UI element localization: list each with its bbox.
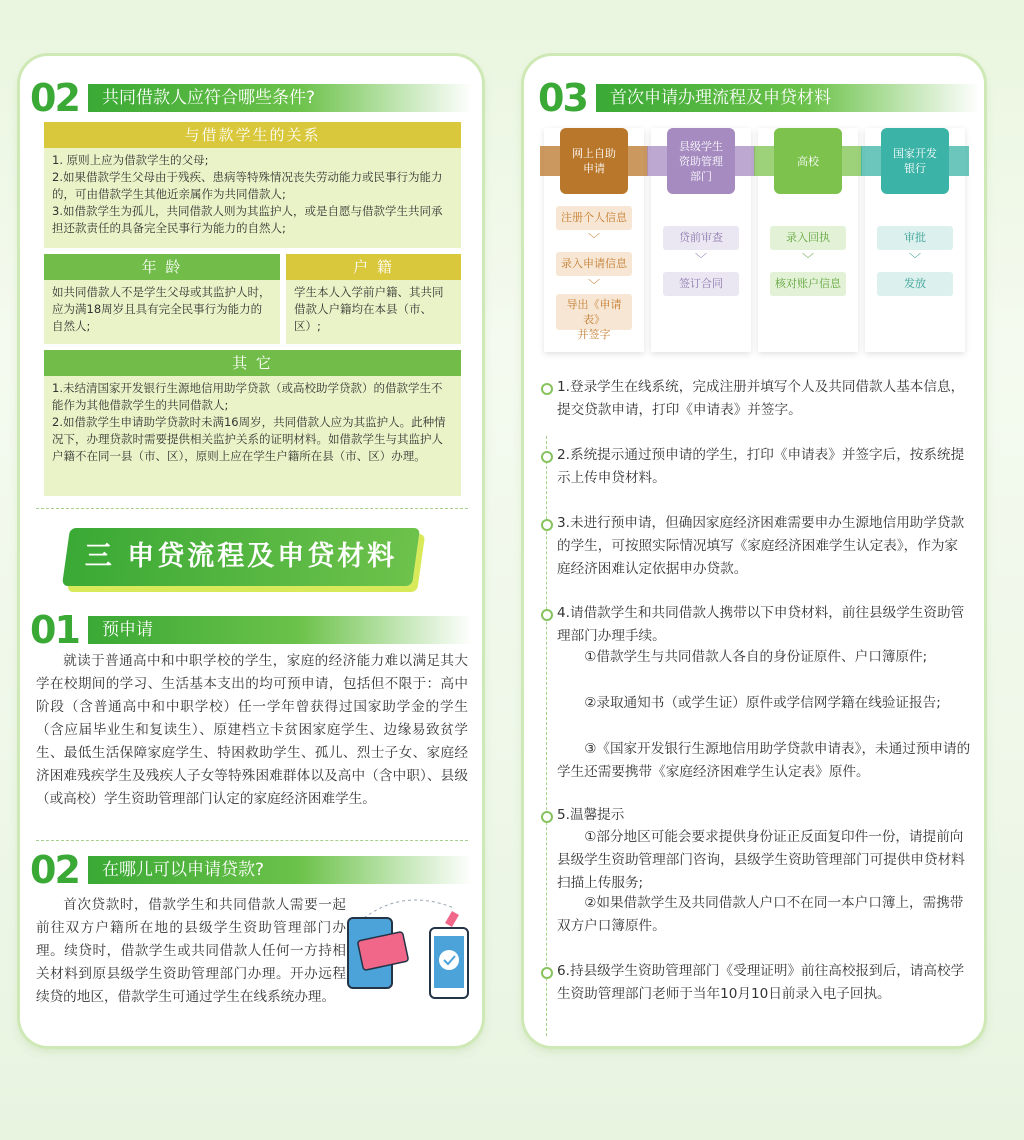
timeline-dot xyxy=(541,451,553,463)
relation-box xyxy=(44,122,461,248)
age-text: 如共同借款人不是学生父母或其监护人时，应为满18周岁且具有完全民事行为能力的自然人; xyxy=(52,285,271,333)
process-step-text: ②如果借款学生及共同借款人户口不在同一本户口簿上，需携带双方户口簿原件。 xyxy=(557,895,964,934)
hukou-title: 户 籍 xyxy=(286,254,461,280)
payment-illustration xyxy=(344,888,474,1003)
divider xyxy=(36,508,468,509)
flow-column xyxy=(865,128,965,352)
age-title: 年 龄 xyxy=(44,254,280,280)
hukou-box xyxy=(286,254,461,344)
relation-text: 1. 原则上应为借款学生的父母; 2.如果借款学生父母由于残疾、患病等特殊情况丧失劳动能力或民事行为能力的，可由借款学生其他近亲属作为共同借款人; 3.如借款学生为孤儿，共同借款人则为其监护人，或是自愿与借款学生共同承担还款责任的具备完全民事行为能力的自然人; xyxy=(52,153,443,235)
flow-column xyxy=(651,128,751,352)
flow-step: 导出《申请表》 并签字 xyxy=(556,294,632,330)
chevron-down-icon: ﹀ xyxy=(587,278,600,292)
section-header-conditions xyxy=(30,76,472,120)
chevron-down-icon: ﹀ xyxy=(587,232,600,246)
flow-head: 网上自助 申请 xyxy=(560,128,628,194)
flow-step: 签订合同 xyxy=(663,272,739,296)
process-step-text: 3.未进行预申请，但确因家庭经济困难需要申办生源地信用助学贷款的学生，可按照实际情况填写《家庭经济困难学生认定表》，作为家庭经济困难认定依据申办贷款。 xyxy=(557,515,965,577)
flow-head: 高校 xyxy=(774,128,842,194)
flow-column xyxy=(758,128,858,352)
section-title: 共同借款人应符合哪些条件? xyxy=(88,84,472,112)
section-title: 首次申请办理流程及申贷材料 xyxy=(596,84,980,112)
hukou-text: 学生本人入学前户籍、其共同借款人户籍均在本县（市、区）; xyxy=(294,285,444,333)
section-number: 02 xyxy=(30,76,79,120)
flow-step: 贷前审查 xyxy=(663,226,739,250)
flow-step: 审批 xyxy=(877,226,953,250)
process-step-text: 5.温馨提示 xyxy=(557,807,625,823)
timeline-dot xyxy=(541,383,553,395)
timeline-dot xyxy=(541,811,553,823)
age-box xyxy=(44,254,280,344)
section-number: 01 xyxy=(30,608,79,652)
process-step-text: ①部分地区可能会要求提供身份证正反面复印件一份，请提前向县级学生资助管理部门咨询，县级学生资助管理部门可提供申贷材料扫描上传服务; xyxy=(557,829,965,891)
timeline-dot xyxy=(541,609,553,621)
process-step-text: ②录取通知书（或学生证）原件或学信网学籍在线验证报告; xyxy=(584,695,941,711)
check-circle-icon xyxy=(439,950,459,970)
process-step-text: 4.请借款学生和共同借款人携带以下申贷材料，前往县级学生资助管理部门办理手续。 xyxy=(557,605,965,644)
section-title: 预申请 xyxy=(88,616,472,644)
other-title: 其 它 xyxy=(44,350,461,376)
process-step-text: 6.持县级学生资助管理部门《受理证明》前往高校报到后，请高校学生资助管理部门老师于当年10月10日前录入电子回执。 xyxy=(557,963,965,1002)
chevron-down-icon: ﹀ xyxy=(908,252,921,266)
chevron-down-icon: ﹀ xyxy=(694,252,707,266)
where-text: 首次贷款时，借款学生和共同借款人需要一起前往双方户籍所在地的县级学生资助管理部门办理。续贷时，借款学生或共同借款人任何一方持相关材料到原县级学生资助管理部门办理。开办远程续贷的地区，借款学生可通过学生在线系统办理。 xyxy=(36,897,346,1005)
flow-step: 核对账户信息 xyxy=(770,272,846,296)
flow-column xyxy=(544,128,644,352)
flow-head: 县级学生 资助管理 部门 xyxy=(667,128,735,194)
other-box xyxy=(44,350,461,496)
section-header-process xyxy=(538,76,980,120)
process-step-text: ①借款学生与共同借款人各自的身份证原件、户口簿原件; xyxy=(584,649,928,665)
other-text: 1.未结清国家开发银行生源地信用助学贷款（或高校助学贷款）的借款学生不能作为其他借款学生的共同借款人; 2.如借款学生申请助学贷款时未满16周岁，共同借款人应为其监护人。此种情况下，办理贷款时需要提供相关监护关系的证明材料。如借款学生与其监护人户籍不在同一县（市、区），原则上应在学生户籍所在县（市、区）办理。 xyxy=(52,381,446,463)
section-header-where xyxy=(30,848,472,892)
flow-step: 录入申请信息 xyxy=(556,252,632,276)
section-banner xyxy=(62,528,420,586)
flow-head: 国家开发 银行 xyxy=(881,128,949,194)
flow-step: 注册个人信息 xyxy=(556,206,632,230)
divider xyxy=(36,840,468,841)
pen-icon xyxy=(445,911,459,927)
process-step-text: ③《国家开发银行生源地信用助学贷款申请表》，未通过预申请的学生还需要携带《家庭经济困难学生认定表》原件。 xyxy=(557,741,971,780)
chevron-down-icon: ﹀ xyxy=(801,252,814,266)
preapply-text: 就读于普通高中和中职学校的学生，家庭的经济能力难以满足其大学在校期间的学习、生活基本支出的均可预申请，包括但不限于：高中阶段（含普通高中和中职学校）任一学年曾获得过国家助学金的学生（含应届毕业生和复读生）、原建档立卡贫困家庭学生、边缘易致贫学生、最低生活保障家庭学生、特困救助学生、孤儿、烈士子女、家庭经济困难残疾学生及残疾人子女等特殊困难群体以及高中（含中职）、县级（或高校）学生资助管理部门认定的家庭经济困难学生。 xyxy=(36,653,468,807)
timeline-dot xyxy=(541,519,553,531)
section-number: 02 xyxy=(30,848,79,892)
relation-title: 与借款学生的关系 xyxy=(44,122,461,148)
section-title: 在哪儿可以申请贷款? xyxy=(88,856,472,884)
banner-title: 三 申贷流程及申贷材料 xyxy=(84,541,398,572)
flow-step: 发放 xyxy=(877,272,953,296)
timeline-dot xyxy=(541,967,553,979)
process-step-text: 2.系统提示通过预申请的学生，打印《申请表》并签字后，按系统提示上传申贷材料。 xyxy=(557,447,965,486)
dashed-arc xyxy=(364,900,454,918)
flow-step: 录入回执 xyxy=(770,226,846,250)
section-header-preapply xyxy=(30,608,472,652)
section-number: 03 xyxy=(538,76,587,120)
process-step-text: 1.登录学生在线系统，完成注册并填写个人及共同借款人基本信息，提交贷款申请，打印《申请表》并签字。 xyxy=(557,379,965,418)
